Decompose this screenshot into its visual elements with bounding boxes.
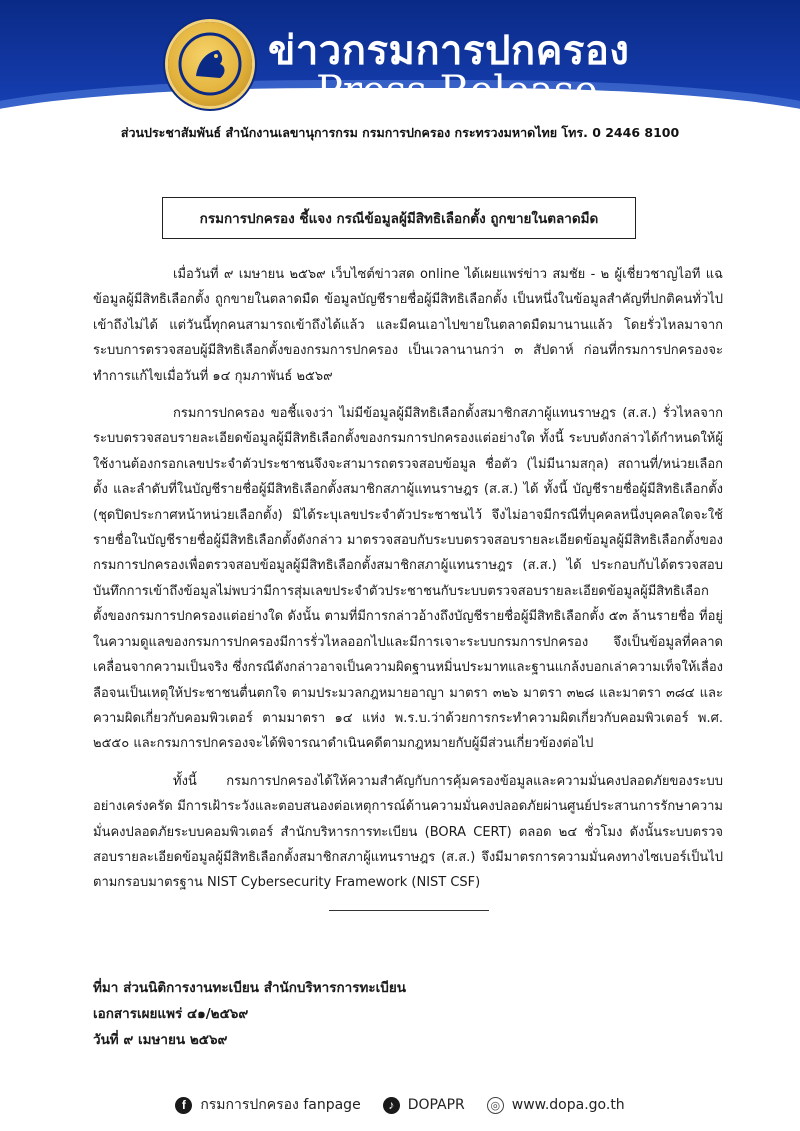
source-block [93, 975, 406, 1053]
header-contact-line: ส่วนประชาสัมพันธ์ สำนักงานเลขานุการกรม กรมการปกครอง กระทรวงมหาดไทย โทร. 0 2446 8100 [120, 125, 680, 140]
source-date: วันที่ ๙ เมษายน ๒๕๖๙ [93, 1032, 228, 1048]
paragraph-2: กรมการปกครอง ขอชี้แจงว่า ไม่มีข้อมูลผู้มีสิทธิเลือกตั้งสมาชิกสภาผู้แทนราษฎร (ส.ส.) รั่วไหลจากระบบตรวจสอบรายละเอียดข้อมูลผู้มีสิทธิเลือกตั้งของกรมการปกครองแต่อย่างใด ทั้งนี้ ระบบดังกล่าวได้กำหนดให้ผู้ใช้งานต้องกรอกเลขประจำตัวประชาชนจึงจะสามารถตรวจสอบข้อมูล ชื่อตัว (ไม่มีนามสกุล) สถานที่/หน่วยเลือกตั้ง และลำดับที่ในบัญชีรายชื่อผู้มีสิทธิเลือกตั้งสมาชิกสภาผู้แทนราษฎร (ส.ส.) ได้ ทั้งนี้ บัญชีรายชื่อผู้มีสิทธิเลือกตั้ง (ชุดปิดประกาศหน้าหน่วยเลือกตั้ง) มิได้ระบุเลขประจำตัวประชาชนไว้ จึงไม่อาจมีกรณีที่บุคคลหนึ่งบุคคลใดจะใช้รายชื่อในบัญชีรายชื่อผู้มีสิทธิเลือกตั้งดังกล่าว มาตรวจสอบกับระบบตรวจสอบรายละเอียดข้อมูลผู้มีสิทธิเลือกตั้งของกรมการปกครองเพื่อตรวจสอบข้อมูลผู้มีสิทธิเลือกตั้งสมาชิกสภาผู้แทนราษฎร (ส.ส.) ได้ ประกอบกับได้ตรวจสอบบันทึกการเข้าถึงข้อมูลไม่พบว่ามีการสุ่มเลขประจำตัวประชาชนกับระบบตรวจสอบรายละเอียดข้อมูลผู้มีสิทธิเลือกตั้งของกรมการปกครองแต่อย่างใด ดังนั้น ตามที่มีการกล่าวอ้างถึงบัญชีรายชื่อผู้มีสิทธิเลือกตั้ง ๕๓ ล้านรายชื่อ ที่อยู่ในความดูแลของกรมการปกครองมีการรั่วไหลออกไปและมีการเจาะระบบกรมการปกครอง จึงเป็นข้อมูลที่คลาดเคลื่อนจากความเป็นจริง ซึ่งกรณีดังกล่าวอาจเป็นความผิดฐานหมิ่นประมาทและฐานแกล้งบอกเล่าความเท็จให้เลื่องลือจนเป็นเหตุให้ประชาชนตื่นตกใจ ตามประมวลกฎหมายอาญา มาตรา ๓๒๖ มาตรา ๓๒๘ และมาตรา ๓๘๔ และความผิดเกี่ยวกับคอมพิวเตอร์ ตามมาตรา ๑๔ แห่ง พ.ร.บ.ว่าด้วยการกระทำความผิดเกี่ยวกับคอมพิวเตอร์ พ.ศ. ๒๕๕๐ และกรมการปกครองจะได้พิจารณาดำเนินคดีตามกฎหมายกับผู้มีส่วนเกี่ยวข้องต่อไป [93, 406, 723, 752]
website-link[interactable]: www.dopa.go.th [511, 1097, 625, 1113]
paragraph-1: เมื่อวันที่ ๙ เมษายน ๒๕๖๙ เว็บไซต์ข่าวสด online ได้เผยแพร่ข่าว สมชัย - ๒ ผู้เชี่ยวชาญไอที แฉข้อมูลผู้มีสิทธิเลือกตั้ง ถูกขายในตลาดมืด ข้อมูลบัญชีรายชื่อผู้มีสิทธิเลือกตั้ง เป็นหนึ่งในข้อมูลสำคัญที่ปกติคนทั่วไปเข้าถึงไม่ได้ แต่วันนี้ทุกคนสามารถเข้าถึงได้แล้ว และมีคนเอาไปขายในตลาดมืดมานานแล้ว โดยรั่วไหลมาจากระบบการตรวจสอบผู้มีสิทธิเลือกตั้งของกรมการปกครอง เป็นเวลานานกว่า ๓ สัปดาห์ ก่อนที่กรมการปกครองจะทำการแก้ไขเมื่อวันที่ ๑๔ กุมภาพันธ์ ๒๕๖๙ [93, 267, 723, 384]
press-release-header [0, 0, 800, 152]
section-divider [329, 910, 489, 911]
source-origin: ที่มา ส่วนนิติการงานทะเบียน สำนักบริหารการทะเบียน [93, 980, 406, 996]
tiktok-icon[interactable]: ♪ [383, 1097, 400, 1114]
lion-emblem-icon [178, 32, 242, 96]
globe-icon[interactable]: ◎ [487, 1097, 504, 1114]
header-title-thai: ข่าวกรมการปกครอง [268, 28, 630, 74]
facebook-icon[interactable]: f [175, 1097, 192, 1114]
header-title-english: Press Release [316, 68, 598, 114]
paragraph-3: ทั้งนี้ กรมการปกครองได้ให้ความสำคัญกับการคุ้มครองข้อมูลและความมั่นคงปลอดภัยของระบบอย่างเคร่งครัด มีการเฝ้าระวังและตอบสนองต่อเหตุการณ์ด้านความมั่นคงปลอดภัยผ่านศูนย์ประสานการรักษาความมั่นคงปลอดภัยระบบคอมพิวเตอร์ สำนักบริหารการทะเบียน (BORA CERT) ตลอด ๒๔ ชั่วโมง ดังนั้นระบบตรวจสอบรายละเอียดข้อมูลผู้มีสิทธิเลือกตั้งสมาชิกสภาผู้แทนราษฎร (ส.ส.) จึงมีมาตรการความมั่นคงทางไซเบอร์เป็นไปตามกรอบมาตรฐาน NIST Cybersecurity Framework (NIST CSF) [93, 773, 723, 891]
facebook-link[interactable]: กรมการปกครอง fanpage [200, 1097, 361, 1113]
department-seal-logo [168, 22, 252, 106]
footer [0, 1094, 800, 1116]
article-body [93, 262, 723, 908]
source-doc-number: เอกสารเผยแพร่ ๔๑/๒๕๖๙ [93, 1006, 249, 1022]
headline: กรมการปกครอง ชี้แจง กรณีข้อมูลผู้มีสิทธิเลือกตั้ง ถูกขายในตลาดมืด [162, 197, 636, 239]
tiktok-link[interactable]: DOPAPR [407, 1097, 465, 1113]
